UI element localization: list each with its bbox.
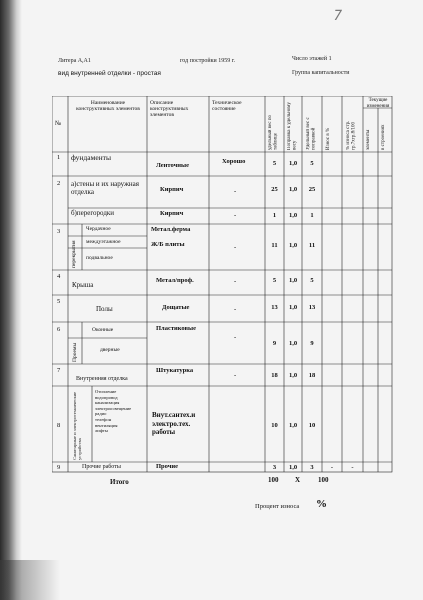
row8-sub-list [95,389,131,434]
row3-sub-basement: подвальное [86,255,113,261]
row2-weight-corrected-walls: 25 [308,186,316,193]
row3-state: - [234,244,237,251]
totals-weight-corrected: 100 [318,476,329,484]
row4-state: - [234,278,237,285]
row7-num: 7 [57,367,61,374]
row5-weight: 13 [271,304,278,311]
row8-sub-water: водопровод [95,394,118,400]
row7-name: Внутренняя отделка [76,376,128,382]
row8-weight-corrected: 10 [308,422,316,429]
row3-group: перекрытия [71,240,77,268]
row8-sub-heating: Отопление [95,389,117,394]
handwritten-page-number: 7 [331,8,344,24]
row8-correction: 1,0 [288,422,298,429]
row3-sub-interfloor: междуэтажное [86,239,121,245]
row3-sub-attic: Чердачное [86,226,111,232]
row7-desc: Штукатурка [156,367,194,374]
row9-wear-calc: - [351,464,354,471]
col-header-desc: Описание конструктивных элементов [150,100,189,118]
wear-percent-label: Процент износа [255,503,300,510]
row8-desc-line2: электро.тех. [152,419,191,428]
col-header-changes-elements: элементы [366,129,371,150]
row7-weight-corrected: 18 [308,372,316,379]
header-year: год постройки 1959 г. [180,58,236,64]
row2-desc-partitions: Кирпич [160,210,184,217]
row8-weight: 10 [271,422,278,429]
row8-desc-line1: Внут.сантех.и [152,411,196,419]
row2-weight-partitions: 1 [272,212,277,219]
scan-shadow-bottom [0,560,60,600]
col-header-changes-buildings: в строениях [381,124,386,150]
col-header-changes: Текущие изменения [366,98,390,109]
row2-correction-walls: 1,0 [288,186,298,193]
row8-sub-elevators: лифты [95,428,108,434]
row5-correction: 1,0 [288,304,298,311]
row2-weight-walls: 25 [271,186,278,193]
row9-desc: Прочие [156,463,179,470]
col-header-wear-calc: % износа стр. гр.7хгр.8/100 [346,120,357,150]
elements-table [52,96,394,474]
row7-state: - [234,372,237,379]
row8-group: Санитарные и электротехнические устройства [72,391,82,460]
row1-num: 1 [57,154,61,161]
row6-weight: 9 [272,340,277,347]
row4-correction: 1,0 [288,277,298,284]
row1-desc: Ленточные [156,162,189,169]
row6-num: 6 [57,326,61,333]
row1-weight-corrected: 5 [310,160,314,167]
col-header-weight-table: удельный вес по таблице [268,114,279,150]
row3-weight-corrected: 11 [308,242,316,249]
row8-sub-ventilation: вентиляция [95,422,118,428]
row4-num: 4 [57,273,61,280]
col-header-wear-pct: Износ в % [326,127,331,150]
row5-name: Полы [96,305,113,313]
row8-sub-radio: радио [95,411,107,417]
row3-desc-truss: Метал.ферма [151,226,191,233]
row6-weight-corrected: 9 [310,340,314,347]
row4-desc: Метал/проф. [156,277,194,284]
row9-correction: 1,0 [288,464,298,471]
row8-sub-lighting: электроосвещение [95,405,132,411]
row3-correction: 1,0 [288,242,298,249]
row6-desc: Пластиковые [156,325,196,332]
wear-percent-sign: % [316,498,327,510]
row2-correction-partitions: 1,0 [288,212,298,219]
row2-state-partitions: - [234,212,237,219]
header-floors: Число этажей 1 [292,56,332,62]
row9-weight: 3 [272,464,277,471]
row3-num: 3 [57,228,61,235]
row6-correction: 1,0 [288,340,298,347]
row4-weight: 5 [272,277,277,284]
header-capital-group: Группа капитальности [292,70,350,76]
row3-weight: 11 [271,242,278,249]
row5-state: - [234,306,237,313]
row9-name: Прочие работы [82,464,121,470]
row4-name: Крыша [72,281,94,289]
row8-num: 8 [57,422,61,429]
row9-wear-pct: - [330,464,334,471]
row8-sub-sewer: канализация [95,400,120,406]
row1-correction: 1,0 [288,160,298,167]
row8-desc [152,411,195,437]
row2-desc-walls: Кирпич [160,186,184,193]
row7-weight: 18 [271,372,278,379]
row9-weight-corrected: 3 [310,464,314,471]
totals-label: Итого [110,478,129,486]
row2-weight-corrected-partitions: 1 [310,212,314,219]
row3-desc-slabs: Ж/Б плиты [151,241,185,248]
col-header-num: № [55,120,62,127]
row9-num: 9 [57,464,61,471]
row6-state: - [234,334,237,341]
col-header-name: Наименование конструктивных элементов [76,100,140,112]
row5-desc: Дощатые [162,304,190,311]
col-header-correction: Поправка к удельному весу [287,102,298,150]
col-header-state: Техническое состояние [212,100,242,112]
header-finish-type: вид внутренней отделки - простая [58,70,161,77]
totals-weight: 100 [268,476,279,484]
row8-desc-line3: работы [152,428,176,436]
row1-state: Хорошо [222,158,246,165]
row6-group: Проемы [72,342,78,362]
row5-num: 5 [57,298,61,305]
header-liter: Литера А,А1 [58,58,91,64]
scan-shadow-left [0,0,22,600]
row4-weight-corrected: 5 [310,277,314,284]
row8-sub-phone: телефон [95,416,112,422]
row7-correction: 1,0 [288,372,298,379]
col-header-weight-corrected: Удельный вес с поправкой [306,117,317,150]
row6-sub-doors: дверные [100,347,120,353]
totals-correction: Х [295,476,301,484]
row2-num: 2 [57,180,61,187]
row1-name: фундаменты [71,153,111,162]
row5-weight-corrected: 13 [308,304,316,311]
row6-sub-windows: Оконные [92,327,114,333]
row2-name-walls: а)стены и их наружная отделка [71,180,139,196]
row1-weight: 5 [272,160,277,167]
row2-state-walls: - [234,188,237,195]
row2-name-partitions: б)перегородки [71,209,115,217]
